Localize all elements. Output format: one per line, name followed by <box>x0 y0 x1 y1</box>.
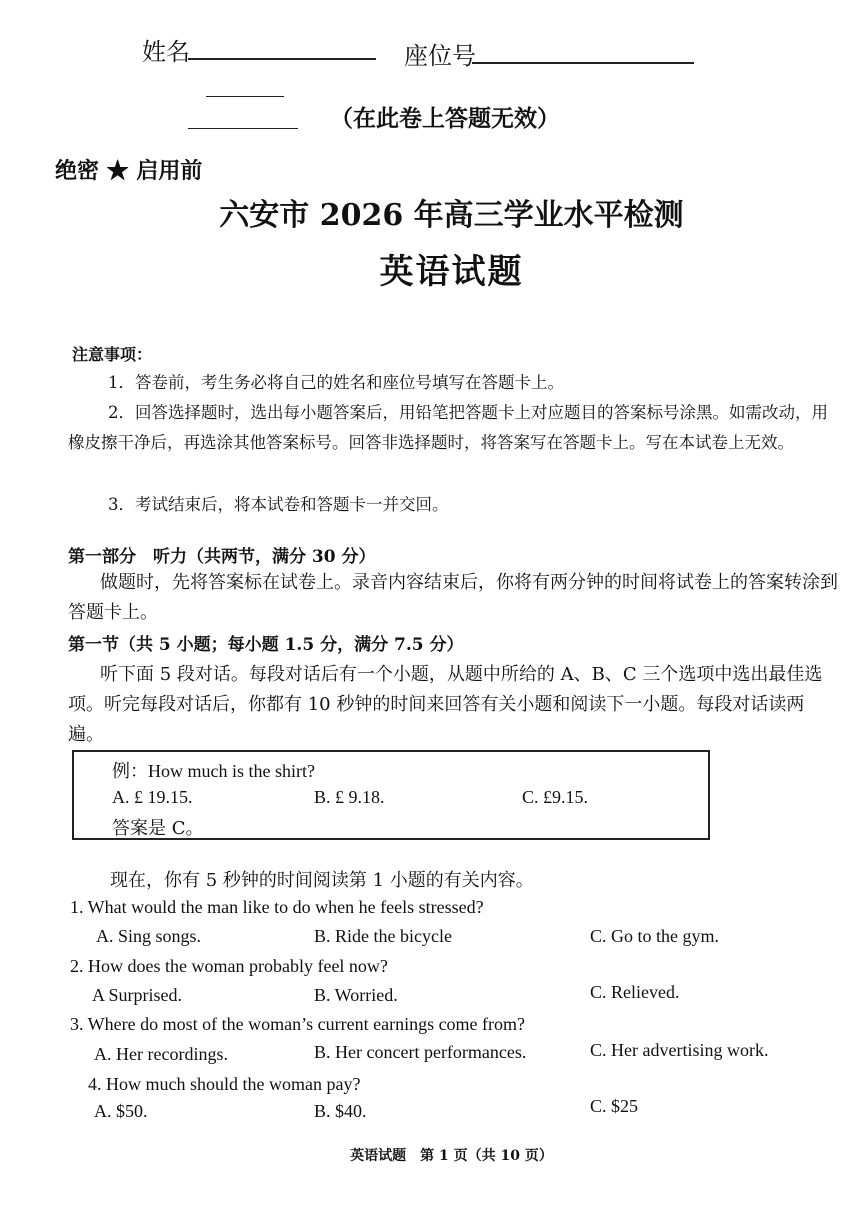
stray-mark <box>206 96 284 97</box>
question-2-option-c[interactable]: C. Relieved. <box>590 982 680 1002</box>
example-option-c: C. £9.15. <box>522 787 589 807</box>
question-1-option-b[interactable]: B. Ride the bicycle <box>314 926 452 946</box>
part1-heading: 第一部分 听力（共两节，满分 30 分） <box>68 547 376 567</box>
question-1: 1. What would the man like to do when he feels stressed? <box>70 897 484 917</box>
page-footer: 英语试题 第 1 页（共 10 页） <box>350 1148 553 1164</box>
example-answer: 答案是 C。 <box>112 818 204 839</box>
example-option-b: B. £ 9.18. <box>314 787 385 807</box>
question-3-option-b[interactable]: B. Her concert performances. <box>314 1042 527 1062</box>
reading-instruction: 现在，你有 5 秒钟的时间阅读第 1 小题的有关内容。 <box>110 870 534 891</box>
seat-number-field[interactable] <box>472 62 694 64</box>
subject-title: 英语试题 <box>379 252 524 292</box>
name-field[interactable] <box>188 58 376 60</box>
seat-number-label: 座位号 <box>404 42 476 70</box>
example-option-a: A. £ 19.15. <box>112 787 193 807</box>
question-2: 2. How does the woman probably feel now? <box>70 956 388 976</box>
question-1-option-c[interactable]: C. Go to the gym. <box>590 926 719 946</box>
exam-title: 六安市 2026 年高三学业水平检测 <box>219 198 684 233</box>
notice-item: 1．答卷前，考生务必将自己的姓名和座位号填写在答题卡上。 <box>108 373 564 392</box>
question-2-option-b[interactable]: B. Worried. <box>314 985 398 1005</box>
question-4-option-a[interactable]: A. $50. <box>94 1101 148 1121</box>
notice-item: 3．考试结束后，将本试卷和答题卡一并交回。 <box>108 495 449 514</box>
part1-description: 做题时，先将答案标在试卷上。录音内容结束后，你将有两分钟的时间将试卷上的答案转涂到答题卡上。 <box>68 572 838 623</box>
question-4-option-c[interactable]: C. $25 <box>590 1096 639 1116</box>
stray-mark <box>188 128 298 129</box>
notice-item: 2．回答选择题时，选出每小题答案后，用铅笔把答题卡上对应题目的答案标号涂黑。如需改动，用橡皮擦干净后，再选涂其他答案标号。回答非选择题时，将答案写在答题卡上。写在本试卷上无效。 <box>68 403 828 452</box>
question-3: 3. Where do most of the woman’s current earnings come from? <box>70 1014 526 1034</box>
question-4-option-b[interactable]: B. $40. <box>314 1101 367 1121</box>
confidential-label: 绝密 ★ 启用前 <box>55 158 203 184</box>
notice-heading: 注意事项： <box>72 345 153 364</box>
question-2-option-a[interactable]: A Surprised. <box>92 985 182 1005</box>
question-3-option-a[interactable]: A. Her recordings. <box>94 1044 228 1064</box>
section1-heading: 第一节（共 5 小题；每小题 1.5 分，满分 7.5 分） <box>68 635 464 655</box>
question-3-option-c[interactable]: C. Her advertising work. <box>590 1040 769 1060</box>
question-4: 4. How much should the woman pay? <box>88 1074 361 1094</box>
question-1-option-a[interactable]: A. Sing songs. <box>96 926 202 946</box>
section1-description: 听下面 5 段对话。每段对话后有一个小题，从题中所给的 A、B、C 三个选项中选出最佳选项。听完每段对话后，你都有 10 秒钟的时间来回答有关小题和阅读下一小题。每段对话读两遍。 <box>68 664 823 745</box>
invalid-answer-note: （在此卷上答题无效） <box>330 105 560 132</box>
example-question: 例：How much is the shirt? <box>112 761 315 781</box>
name-label: 姓名 <box>142 38 190 66</box>
